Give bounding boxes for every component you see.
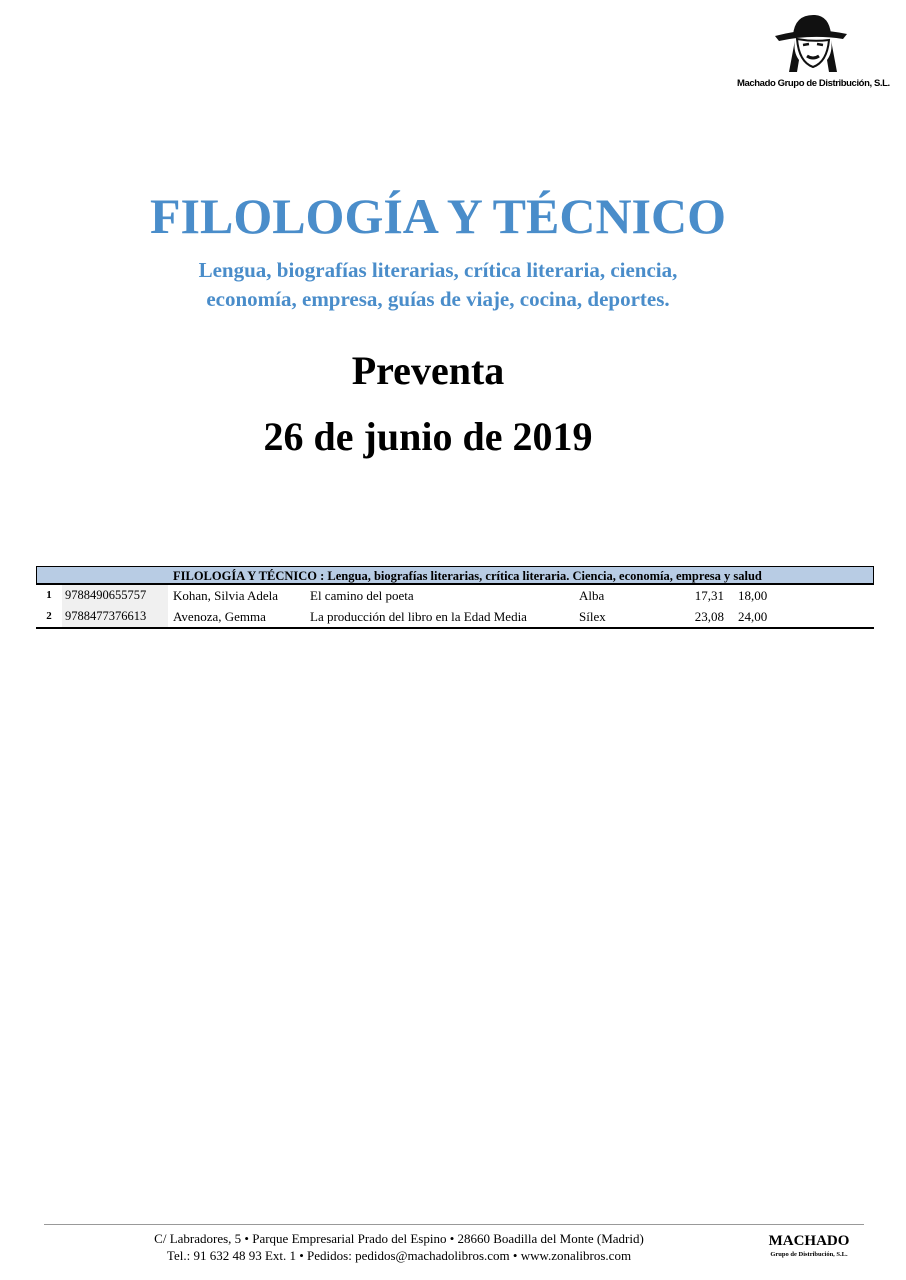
subtitle-line-1: Lengua, biografías literarias, crítica literaria, ciencia,	[198, 258, 678, 282]
title-cell: La producción del libro en la Edad Media	[310, 609, 527, 624]
book-table	[36, 566, 874, 629]
footer-divider	[44, 1224, 864, 1225]
publisher-cell: Alba	[579, 588, 605, 603]
author-cell: Kohan, Silvia Adela	[173, 588, 279, 603]
page-subtitle	[0, 256, 876, 314]
footer-address	[44, 1230, 754, 1264]
hat-man-logo-icon	[769, 12, 853, 74]
price-without-tax-cell: 17,31	[694, 588, 724, 603]
page-title: FILOLOGÍA Y TÉCNICO	[149, 188, 727, 244]
price-without-tax-cell: 23,08	[694, 609, 724, 624]
table-section-header	[36, 566, 874, 585]
footer-brand	[754, 1233, 864, 1259]
author-cell: Avenoza, Gemma	[173, 609, 266, 624]
table-row	[36, 606, 874, 629]
row-number: 2	[46, 610, 52, 622]
table-row	[36, 585, 874, 606]
footer-address-line: C/ Labradores, 5 • Parque Empresarial Prado del Espino • 28660 Boadilla del Monte (Madrid)	[154, 1231, 644, 1246]
publisher-cell: Sílex	[579, 609, 606, 624]
price-with-tax-cell: 18,00	[738, 588, 768, 603]
isbn-cell: 9788490655757	[65, 588, 147, 602]
release-date: 26 de junio de 2019	[263, 414, 593, 459]
footer-contact-line: Tel.: 91 632 48 93 Ext. 1 • Pedidos: pedidos@machadolibros.com • www.zonalibros.com	[166, 1248, 632, 1263]
subtitle-line-2: economía, empresa, guías de viaje, cocina, deportes.	[206, 287, 670, 311]
footer-brand-name: MACHADO	[768, 1233, 850, 1249]
price-with-tax-cell: 24,00	[738, 609, 768, 624]
isbn-cell: 9788477376613	[65, 609, 147, 623]
section-header-text: FILOLOGÍA Y TÉCNICO : Lengua, biografías literarias, crítica literaria. Ciencia, economía, empresa y salud	[173, 569, 762, 583]
logo-text: Machado Grupo de Distribución, S.L.	[737, 78, 890, 89]
row-number: 1	[46, 589, 52, 601]
footer-brand-subtitle: Grupo de Distribución, S.L.	[770, 1251, 848, 1258]
title-cell: El camino del poeta	[310, 588, 414, 603]
company-logo	[737, 12, 890, 94]
preventa-heading: Preventa	[351, 348, 505, 393]
